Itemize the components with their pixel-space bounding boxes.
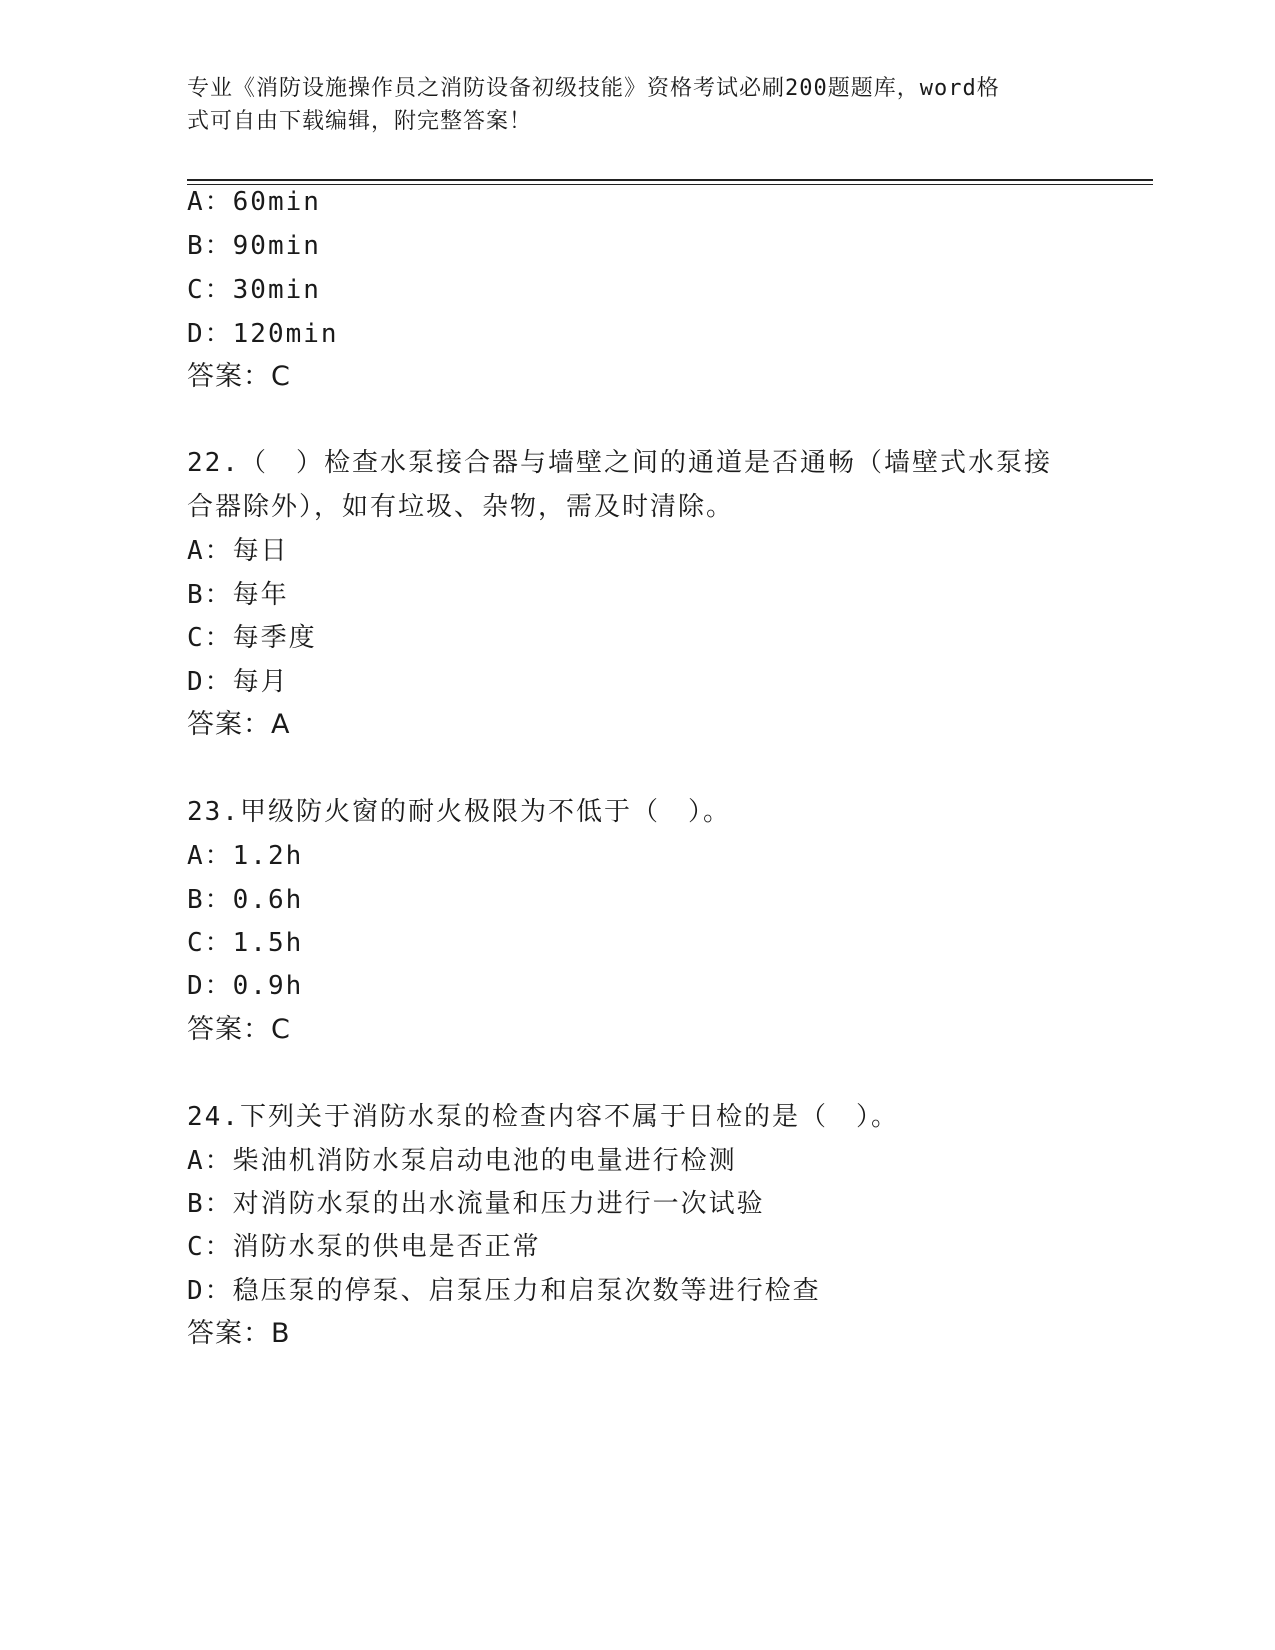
q24-option-d: D：稳压泵的停泵、启泵压力和启泵次数等进行检查 [187, 1276, 821, 1306]
q22-stem-line-2: 合器除外），如有垃圾、杂物，需及时清除。 [187, 492, 735, 522]
q21-option-a: A：60min [187, 187, 321, 217]
q22-option-b: B：每年 [187, 580, 289, 610]
document-header [187, 72, 1077, 138]
q22-option-a: A：每日 [187, 536, 289, 566]
q23-option-a: A：1.2h [187, 841, 304, 871]
q23-option-d: D：0.9h [187, 971, 304, 1001]
q22-option-c: C：每季度 [187, 623, 317, 653]
q23-option-b: B：0.6h [187, 885, 304, 915]
q21-answer: 答案：C [187, 361, 291, 392]
q23-stem: 23.甲级防火窗的耐火极限为不低于（ ）。 [187, 797, 731, 827]
q21-option-c: C：30min [187, 275, 321, 305]
q21-option-b: B：90min [187, 231, 321, 261]
header-line-2: 式可自由下载编辑，附完整答案！ [187, 109, 533, 134]
q24-option-b: B：对消防水泵的出水流量和压力进行一次试验 [187, 1189, 765, 1219]
q23-answer: 答案：C [187, 1014, 291, 1045]
q24-stem: 24.下列关于消防水泵的检查内容不属于日检的是（ ）。 [187, 1102, 899, 1132]
q23-option-c: C：1.5h [187, 928, 304, 958]
q22-answer: 答案：A [187, 709, 291, 740]
header-line-1: 专业《消防设施操作员之消防设备初级技能》资格考试必刷200题题库，word格 [187, 76, 1000, 101]
q22-option-d: D：每月 [187, 667, 289, 697]
q24-option-a: A：柴油机消防水泵启动电池的电量进行检测 [187, 1146, 737, 1176]
header-divider [187, 179, 1153, 185]
q24-option-c: C：消防水泵的供电是否正常 [187, 1232, 541, 1262]
q21-option-d: D：120min [187, 319, 339, 349]
q22-stem-line-1: 22.（ ）检查水泵接合器与墙壁之间的通道是否通畅（墙壁式水泵接 [187, 448, 1052, 478]
q24-answer: 答案：B [187, 1318, 291, 1349]
